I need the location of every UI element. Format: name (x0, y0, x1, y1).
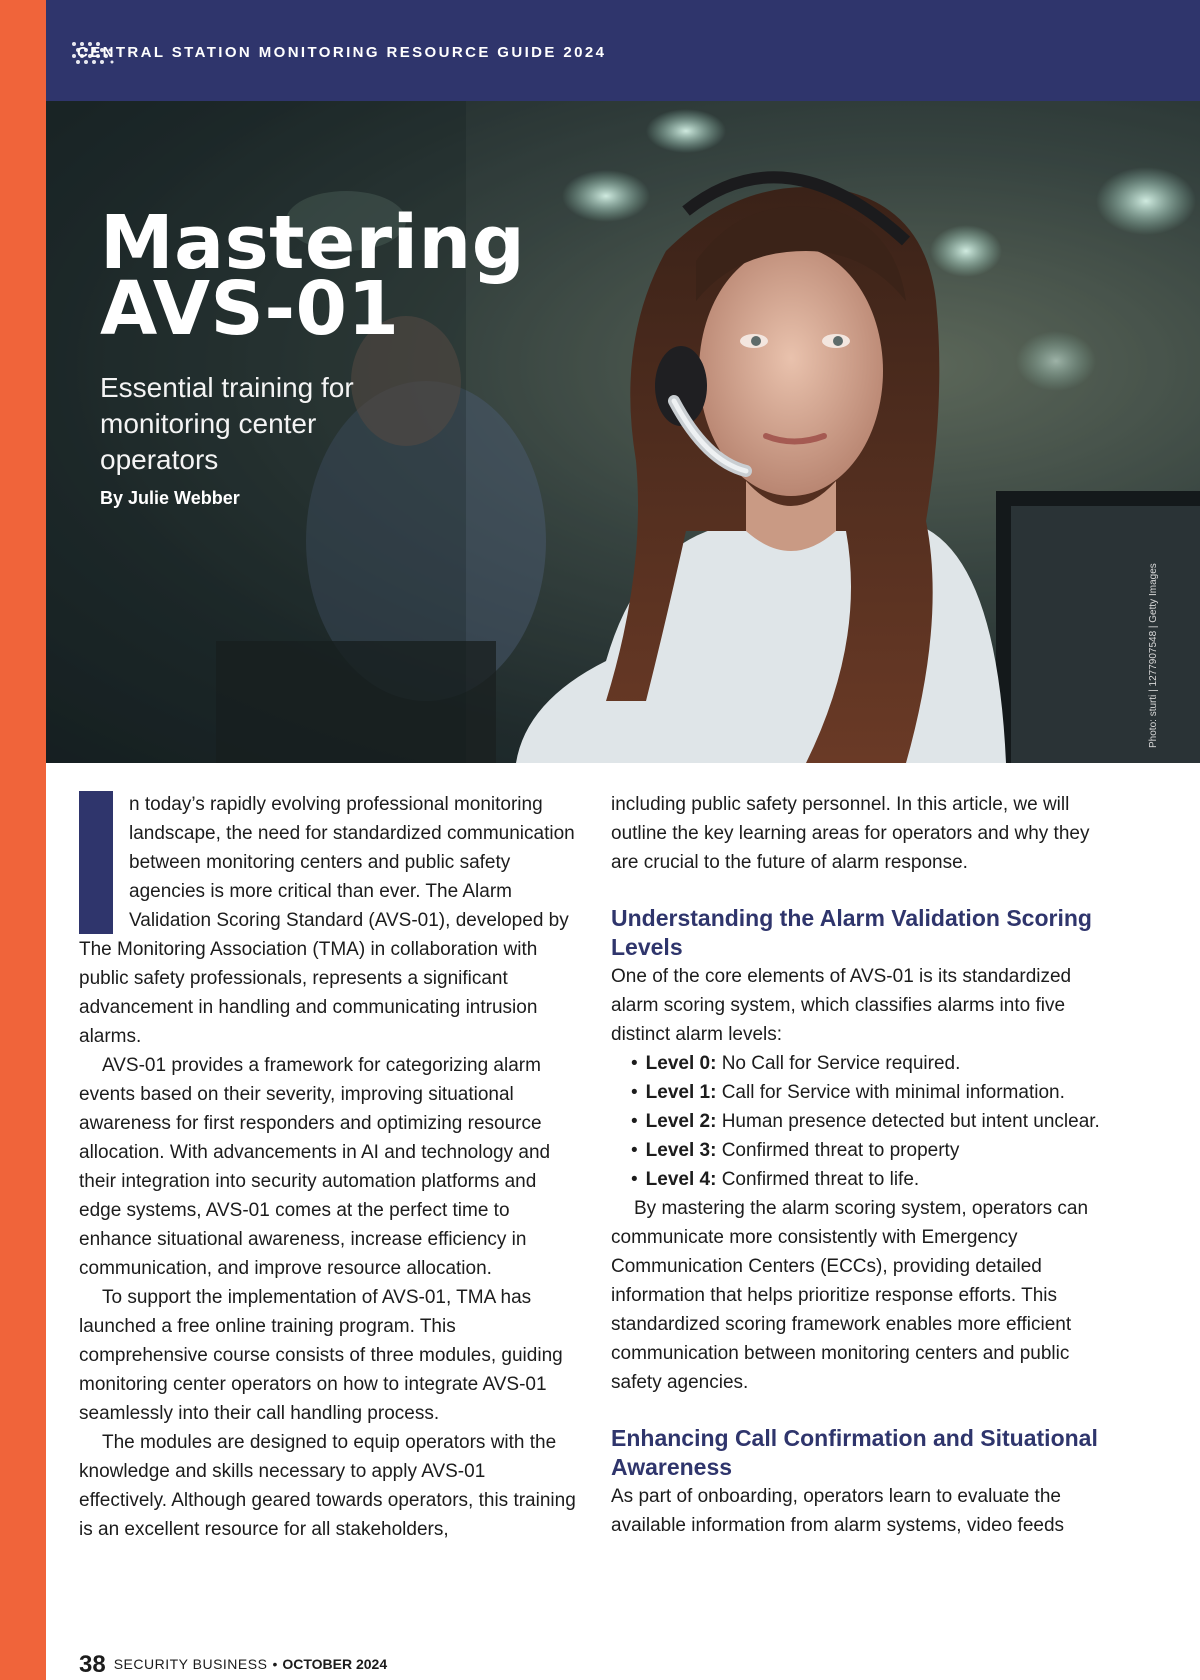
footer-separator: • (272, 1656, 278, 1672)
paragraph-5: including public safety personnel. In this article, we will outline the key learning areas for operators and why they are crucial to the future of alarm response. (611, 794, 1090, 873)
paragraph-4: The modules are designed to equip operators with the knowledge and skills necessary to apply AVS-01 effectively. Although geared towards operators, this training is an excellent resource for all stakeholders, (79, 1432, 576, 1540)
list-item: • Level 2: Human presence detected but intent unclear. (611, 1107, 1119, 1136)
title-line-1: Mastering (100, 200, 526, 286)
paragraph-8: As part of onboarding, operators learn to evaluate the available information from alarm systems, video feeds (611, 1486, 1065, 1536)
orange-side-bar (0, 0, 46, 1680)
banner-title: CENTRAL STATION MONITORING RESOURCE GUIDE 2024 (77, 44, 607, 61)
list-item: • Level 0: No Call for Service required. (611, 1049, 1119, 1078)
left-column (79, 790, 577, 1544)
magazine-name: SECURITY BUSINESS (113, 1656, 268, 1672)
photo-credit: Photo: sturti | 1277907548 | Getty Images (1148, 563, 1159, 748)
page-footer (79, 1648, 387, 1676)
list-item: • Level 3: Confirmed threat to property (611, 1136, 1119, 1165)
article-subtitle: Essential training for monitoring center operators (100, 372, 354, 475)
list-item: • Level 4: Confirmed threat to life. (611, 1165, 1119, 1194)
issue-date: OCTOBER 2024 (282, 1656, 388, 1672)
paragraph-1 (79, 790, 577, 1051)
dropcap-letter (79, 791, 113, 934)
list-item: • Level 1: Call for Service with minimal information. (611, 1078, 1119, 1107)
section-heading-call-confirmation: Enhancing Call Confirmation and Situational Awareness (611, 1425, 1098, 1480)
article-title (100, 200, 526, 352)
alarm-levels-list (611, 1049, 1119, 1194)
dropcap (79, 791, 113, 934)
paragraph-2: AVS-01 provides a framework for categorizing alarm events based on their severity, improving situational awareness for first responders and optimizing resource allocation. With advancements in AI and technology and their integration into security automation platforms and edge systems, AVS-01 comes at the perfect time to enhance situational awareness, increase efficiency in communication, and improve resource allocation. (79, 1055, 551, 1279)
page-number: 38 (79, 1651, 106, 1678)
paragraph-7: By mastering the alarm scoring system, operators can communicate more consistently with Emergency Communication Centers (ECCs), providing detailed information that helps prioritize response efforts. This standardized scoring framework enables more efficient communication between monitoring centers and public safety agencies. (611, 1198, 1089, 1393)
title-line-2: AVS-01 (100, 266, 400, 352)
paragraph-6: One of the core elements of AVS-01 is its standardized alarm scoring system, which classifies alarms into five distinct alarm levels: (611, 966, 1072, 1045)
paragraph-3: To support the implementation of AVS-01, TMA has launched a free online training program. This comprehensive course consists of three modules, guiding monitoring center operators on how to integrate AVS-01 seamlessly into their call handling process. (79, 1287, 563, 1424)
byline: By Julie Webber (100, 488, 240, 508)
paragraph-1-text: n today’s rapidly evolving professional monitoring landscape, the need for standardized communication between monitoring centers and public safety agencies is more critical than ever. The Alarm Validation Scoring Standard (AVS-01), developed by The Monitoring Association (TMA) in collaboration with public safety professionals, represents a significant advancement in handling and communicating intrusion alarms. (79, 794, 575, 1047)
section-heading-scoring-levels: Understanding the Alarm Validation Scoring Levels (611, 905, 1092, 960)
right-column (611, 790, 1119, 1540)
